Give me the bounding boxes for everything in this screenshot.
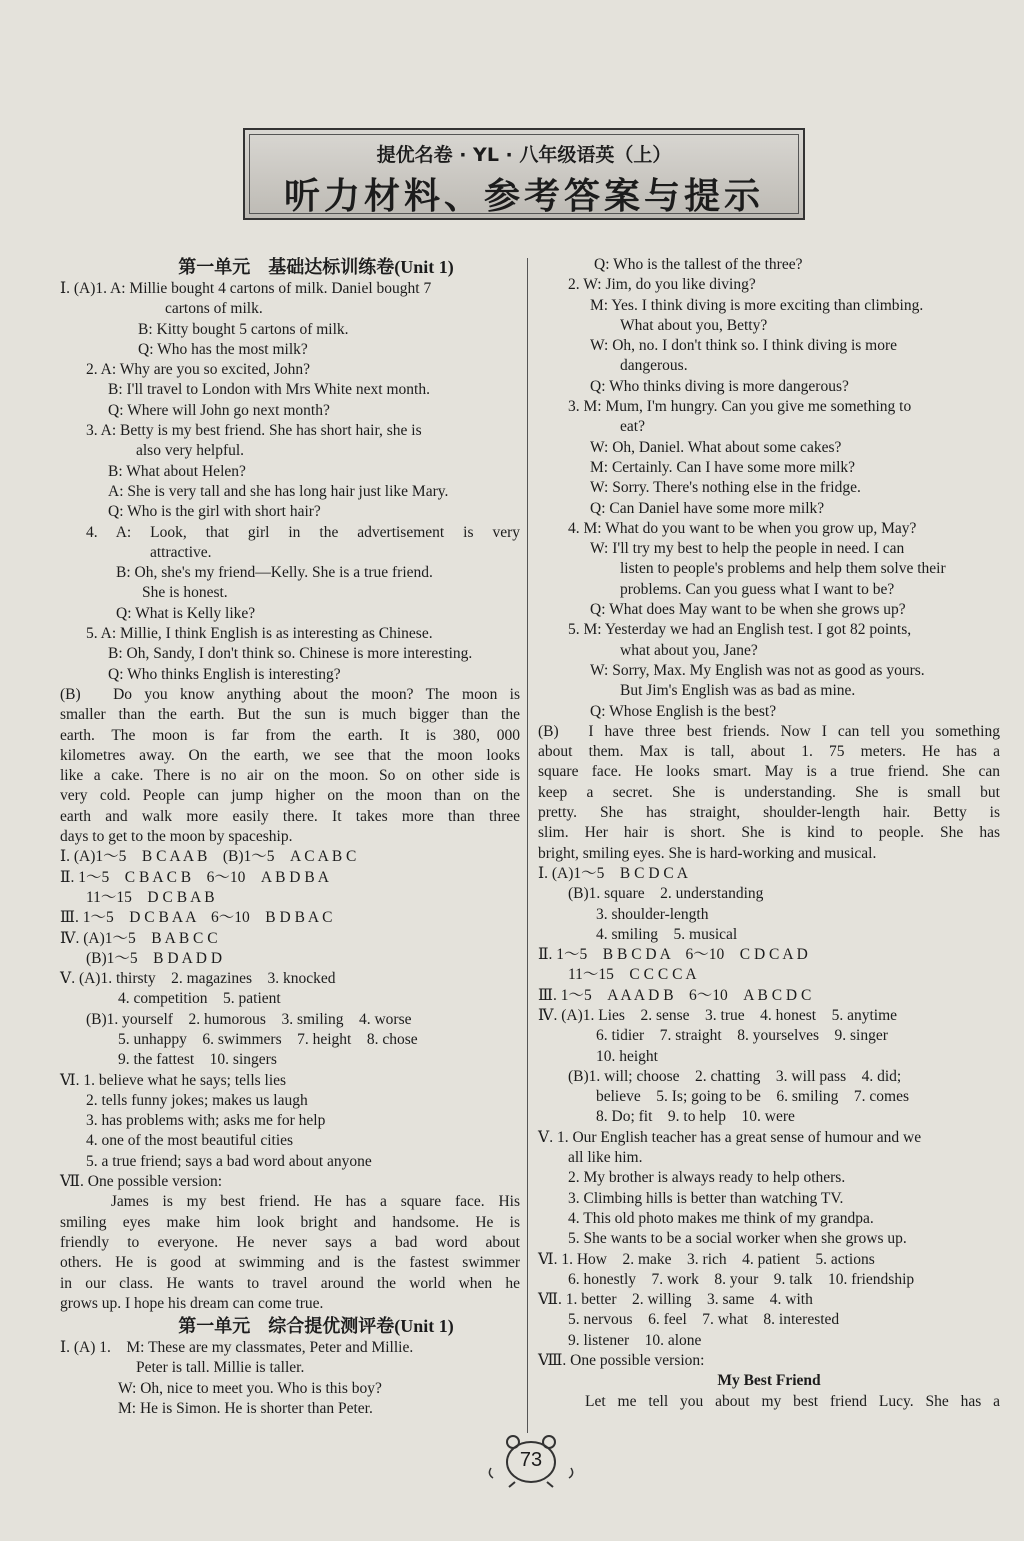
text-line: also very helpful. [136, 442, 245, 460]
text-line: Q: Who is the girl with short hair? [108, 503, 321, 521]
page-number [505, 1440, 557, 1480]
text-line: 4. competition 5. patient [118, 990, 281, 1008]
text-line: (B)1. yourself 2. humorous 3. smiling 4. worse [86, 1010, 412, 1028]
text-line: 6. honestly 7. work 8. your 9. talk 10. friendship [568, 1270, 915, 1288]
text-line: kilometres away. On the earth, we see that the moon looks [60, 746, 520, 764]
text-line: others. He is good at swimming and is the fastest swimmer [60, 1254, 520, 1272]
text-line: 2. W: Jim, do you like diving? [568, 276, 756, 294]
text-line: listen to people's problems and help them solve their [620, 560, 946, 578]
text-line: cartons of milk. [165, 300, 263, 318]
text-line: M: Certainly. Can I have some more milk? [590, 458, 856, 476]
text-line: 4. This old photo makes me think of my grandpa. [568, 1209, 874, 1227]
text-line: Ⅰ. (A)1. A: Millie bought 4 cartons of milk. Daniel bought 7 [60, 280, 432, 297]
text-line: 10. height [596, 1047, 658, 1065]
text-line: 3. M: Mum, I'm hungry. Can you give me something to [568, 398, 912, 416]
section-heading: 第一单元 综合提优测评卷(Unit 1) [178, 1316, 454, 1337]
text-line: Ⅰ. (A) 1. M: These are my classmates, Peter and Millie. [60, 1339, 414, 1357]
text-line: W: Oh, nice to meet you. Who is this boy? [118, 1379, 382, 1397]
text-line: Peter is tall. Millie is taller. [136, 1359, 305, 1377]
text-line: Ⅲ. 1～5 D C B A A 6～10 B D B A C [60, 909, 333, 927]
text-line: B: I'll travel to London with Mrs White next month. [108, 381, 430, 399]
text-line: Ⅱ. 1～5 C B A C B 6～10 A B D B A [60, 868, 329, 886]
text-line: Q: Who thinks English is interesting? [108, 665, 341, 683]
text-line: 11～15 C C C C A [568, 966, 697, 984]
text-line: 3. shoulder-length [596, 905, 709, 923]
column-divider [527, 258, 528, 1433]
text-line: 2. My brother is always ready to help others. [568, 1169, 846, 1187]
text-line: Ⅳ. (A)1～5 B A B C C [60, 929, 218, 947]
essay-title: My Best Friend [717, 1372, 821, 1390]
text-line: Ⅰ. (A)1～5 B C D C A [538, 864, 688, 882]
text-line: Ⅴ. 1. Our English teacher has a great sense of humour and we [538, 1128, 922, 1146]
text-line: Ⅴ. (A)1. thirsty 2. magazines 3. knocked [60, 970, 336, 988]
text-line: Ⅵ. 1. believe what he says; tells lies [60, 1071, 287, 1089]
text-line: 3. A: Betty is my best friend. She has short hair, she is [86, 422, 422, 440]
text-line: (B) I have three best friends. Now I can tell you something [538, 722, 1000, 740]
text-line: earth and walk more easily there. It takes more than three [60, 807, 520, 825]
text-line: Ⅱ. 1～5 B B C D A 6～10 C D C A D [538, 946, 808, 964]
text-line: 9. listener 10. alone [568, 1331, 702, 1349]
text-line: 5. unhappy 6. swimmers 7. height 8. chose [118, 1030, 418, 1048]
text-line: Ⅰ. (A)1～5 B C A A B (B)1～5 A C A B C [60, 848, 357, 866]
text-line: A: She is very tall and she has long hair just like Mary. [108, 482, 449, 500]
text-line: 4. A: Look, that girl in the advertisement is very [86, 523, 520, 541]
text-line: what about you, Jane? [620, 641, 758, 659]
section-header-box [243, 128, 805, 220]
text-line: Ⅲ. 1～5 A A A D B 6～10 A B C D C [538, 986, 812, 1004]
text-line: 5. nervous 6. feel 7. what 8. interested [568, 1311, 840, 1329]
text-line: all like him. [568, 1149, 643, 1167]
header-subtitle: 提优名卷 · YL · 八年级语英（上） [376, 144, 672, 166]
text-line: about them. Max is tall, about 1. 75 meters. He has a [538, 743, 1000, 761]
text-line: grows up. I hope his dream can come true. [60, 1294, 324, 1312]
text-line: (B) Do you know anything about the moon? The moon is [60, 685, 520, 703]
text-line: W: Oh, no. I don't think so. I think diving is more [590, 337, 898, 355]
text-line: M: He is Simon. He is shorter than Peter. [118, 1400, 373, 1418]
text-line: Q: What does May want to be when she grows up? [590, 601, 906, 619]
text-line: Ⅳ. (A)1. Lies 2. sense 3. true 4. honest 5. anytime [538, 1006, 898, 1024]
text-line: Ⅷ. One possible version: [538, 1352, 705, 1370]
text-line: 3. has problems with; asks me for help [86, 1112, 326, 1130]
text-line: She is honest. [142, 584, 228, 602]
text-line: Q: Can Daniel have some more milk? [590, 499, 825, 517]
text-line: square face. He looks smart. May is a true friend. She can [538, 763, 1000, 781]
page-number-text: 73 [519, 1449, 543, 1471]
text-line: problems. Can you guess what I want to be? [620, 580, 895, 598]
text-line: Q: Where will John go next month? [108, 401, 330, 419]
text-line: 5. M: Yesterday we had an English test. I got 82 points, [568, 621, 912, 639]
text-line: eat? [620, 418, 645, 436]
text-line: believe 5. Is; going to be 6. smiling 7. comes [596, 1088, 909, 1106]
text-line: smiling eyes make him look bright and handsome. He is [60, 1213, 520, 1231]
text-line: like a cake. There is no air on the moon. So on other side is [60, 767, 520, 785]
text-line: James is my best friend. He has a square face. His [60, 1193, 520, 1211]
text-line: 5. a true friend; says a bad word about anyone [86, 1152, 372, 1170]
text-line: friendly to everyone. He never says a bad word about [60, 1233, 520, 1251]
text-line: W: Oh, Daniel. What about some cakes? [590, 438, 842, 456]
text-line: Let me tell you about my best friend Lucy. She has a [538, 1392, 1000, 1410]
text-line: very cold. People can jump higher on the moon than on the [60, 787, 520, 805]
text-line: 4. smiling 5. musical [596, 925, 738, 943]
text-line: 2. tells funny jokes; makes us laugh [86, 1091, 308, 1109]
text-line: W: Sorry. There's nothing else in the fridge. [590, 479, 861, 497]
text-line: Q: Who has the most milk? [138, 340, 308, 358]
text-line: B: Oh, Sandy, I don't think so. Chinese is more interesting. [108, 645, 473, 663]
text-line: (B)1. square 2. understanding [568, 885, 764, 903]
text-line: 5. She wants to be a social worker when she grows up. [568, 1230, 907, 1248]
text-line: keep a secret. She is understanding. She is small but [538, 783, 1000, 801]
text-line: W: Sorry, Max. My English was not as good as yours. [590, 661, 925, 679]
text-line: Ⅶ. 1. better 2. willing 3. same 4. with [538, 1291, 813, 1309]
text-line: in our class. He wants to travel around the world when he [60, 1274, 520, 1292]
text-line: 8. Do; fit 9. to help 10. were [596, 1108, 795, 1126]
text-line: Ⅶ. One possible version: [60, 1173, 223, 1191]
text-line: But Jim's English was as bad as mine. [620, 682, 856, 700]
text-line: Q: Whose English is the best? [590, 702, 777, 720]
text-line: 9. the fattest 10. singers [118, 1051, 277, 1069]
header-title: 听力材料、参考答案与提示 [283, 176, 764, 217]
text-line: 4. one of the most beautiful cities [86, 1132, 294, 1150]
text-line: B: What about Helen? [108, 462, 246, 480]
text-line: earth. The moon is far from the earth. It is 380, 000 [60, 726, 520, 744]
text-line: Q: What is Kelly like? [116, 604, 256, 622]
text-line: days to get to the moon by spaceship. [60, 828, 293, 846]
text-line: B: Oh, she's my friend—Kelly. She is a true friend. [116, 564, 433, 582]
text-line: 2. A: Why are you so excited, John? [86, 361, 310, 379]
text-line: smaller than the earth. But the sun is much bigger than the [60, 706, 520, 724]
left-column [60, 255, 520, 1419]
text-line: pretty. She has straight, shoulder-length hair. Betty is [538, 804, 1000, 822]
text-line: W: I'll try my best to help the people in need. I can [590, 540, 905, 558]
right-column [538, 255, 1000, 1412]
text-line: 4. M: What do you want to be when you grow up, May? [568, 519, 917, 537]
text-line: 6. tidier 7. straight 8. yourselves 9. singer [596, 1027, 888, 1045]
text-line: slim. Her hair is short. She is kind to people. She has [538, 824, 1000, 842]
section-heading: 第一单元 基础达标训练卷(Unit 1) [178, 257, 454, 277]
text-line: attractive. [150, 543, 212, 561]
text-line: Q: Who thinks diving is more dangerous? [590, 377, 849, 395]
text-line: Q: Who is the tallest of the three? [594, 256, 803, 273]
text-line: (B)1. will; choose 2. chatting 3. will pass 4. did; [568, 1067, 902, 1085]
text-line: M: Yes. I think diving is more exciting than climbing. [590, 296, 924, 314]
text-line: (B)1～5 B D A D D [86, 949, 223, 967]
text-line: 5. A: Millie, I think English is as interesting as Chinese. [86, 625, 433, 643]
text-line: dangerous. [620, 357, 688, 375]
text-line: 3. Climbing hills is better than watching TV. [568, 1189, 844, 1207]
text-line: Ⅵ. 1. How 2. make 3. rich 4. patient 5. actions [538, 1250, 875, 1268]
text-line: bright, smiling eyes. She is hard-working and musical. [538, 844, 877, 862]
text-line: 11～15 D C B A B [86, 888, 215, 906]
text-line: What about you, Betty? [620, 316, 768, 334]
text-line: B: Kitty bought 5 cartons of milk. [138, 320, 349, 338]
